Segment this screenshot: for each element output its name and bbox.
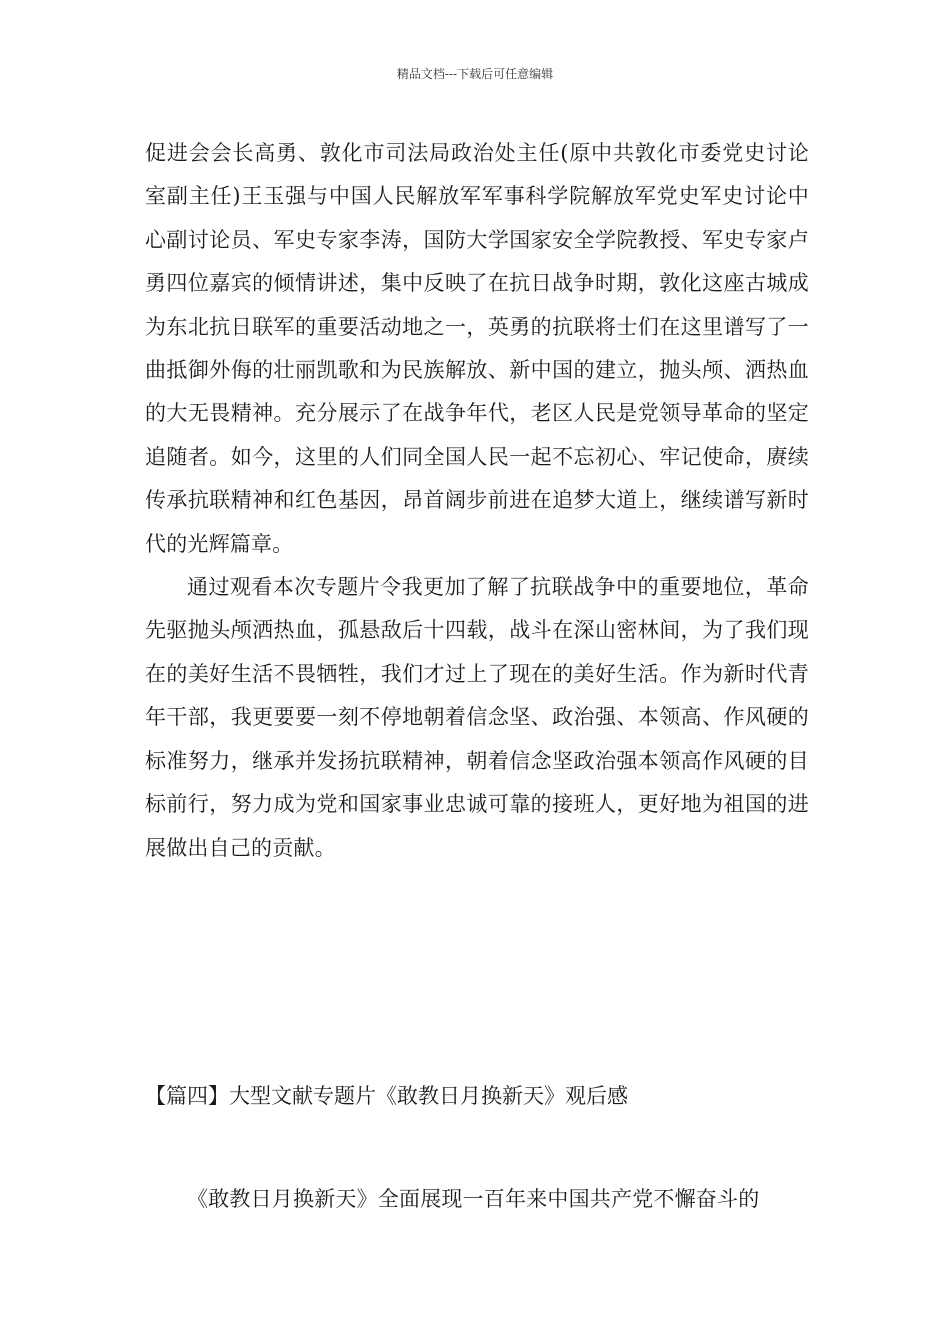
paragraph-3: 《敢教日月换新天》全面展现一百年来中国共产党不懈奋斗的	[187, 1187, 760, 1211]
paragraph-2: 通过观看本次专题片令我更加了解了抗联战争中的重要地位，革命先驱抛头颅洒热血，孤悬敌后十四载，战斗在深山密林间，为了我们现在的美好生活不畏牺牲，我们才过上了现在的美好生活。作为新时代青年干部，我更要要一刻不停地朝着信念坚、政治强、本领高、作风硬的标准努力，继承并发扬抗联精神，朝着信念坚政治强本领高作风硬的目标前行，努力成为党和国家事业忠诚可靠的接班人，更好地为祖国的进展做出自己的贡献。	[145, 575, 809, 860]
paragraph-1: 促进会会长高勇、敦化市司法局政治处主任(原中共敦化市委党史讨论室副主任)王玉强与中国人民解放军军事科学院解放军党史军史讨论中心副讨论员、军史专家李涛，国防大学国家安全学院教授、军史专家卢勇四位嘉宾的倾情讲述，集中反映了在抗日战争时期，敦化这座古城成为东北抗日联军的重要活动地之一，英勇的抗联将士们在这里谱写了一曲抵御外侮的壮丽凯歌和为民族解放、新中国的建立，抛头颅、洒热血的大无畏精神。充分展示了在战争年代，老区人民是党领导革命的坚定追随者。如今，这里的人们同全国人民一起不忘初心、牢记使命，赓续传承抗联精神和红色基因，昂首阔步前进在追梦大道上，继续谱写新时代的光辉篇章。	[145, 141, 809, 556]
document-body-continued	[145, 1178, 809, 1221]
section-title: 【篇四】大型文献专题片《敢教日月换新天》观后感	[145, 1084, 628, 1108]
page-header: 精品文档---下载后可任意编辑	[396, 67, 554, 81]
document-body	[145, 132, 809, 870]
